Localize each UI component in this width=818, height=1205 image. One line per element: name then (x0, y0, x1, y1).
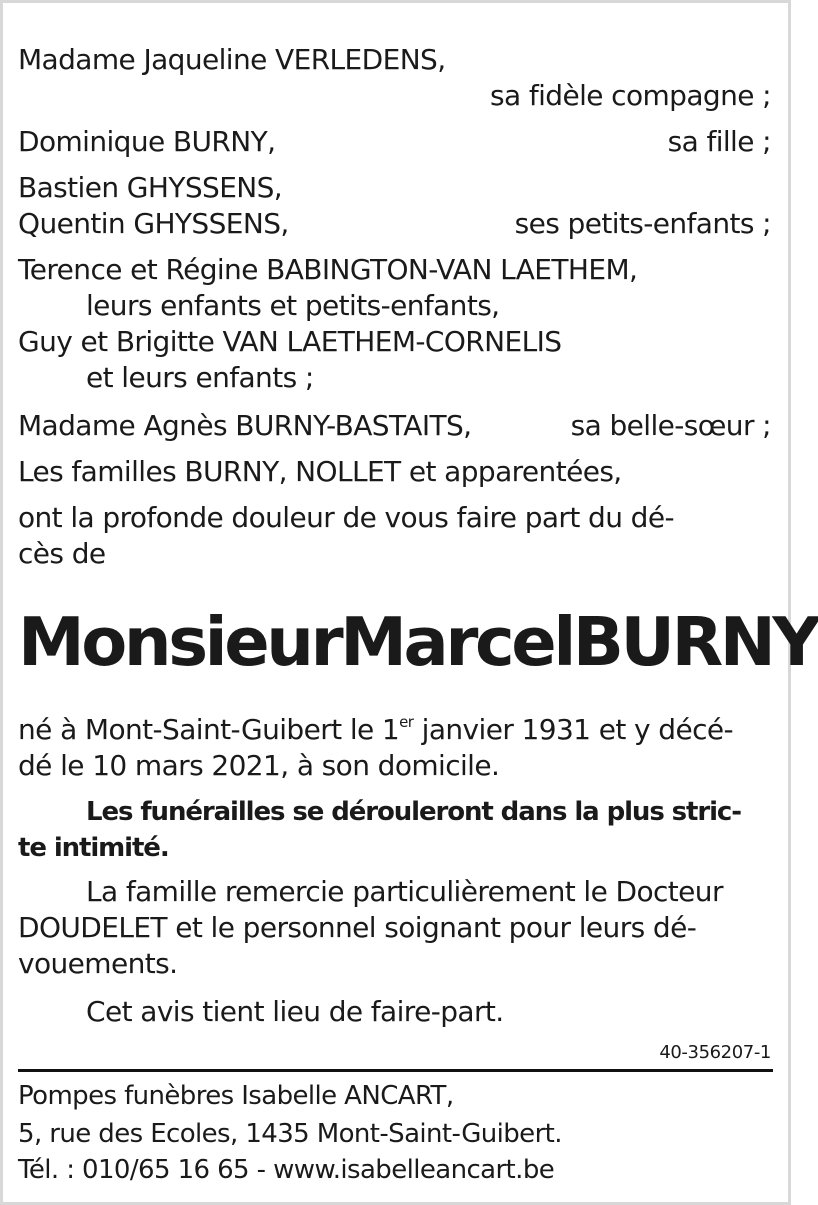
sister-in-law-line (18, 410, 771, 442)
deceased-name (18, 603, 818, 681)
divider-rule (18, 1069, 773, 1072)
relatives-2: Guy et Brigitte VAN LAETHEM-CORNELIS (18, 325, 562, 358)
funeral-line-2: te intimité. (18, 833, 169, 863)
relatives-2-sub: et leurs enfants ; (86, 361, 314, 394)
thanks-line-2: DOUDELET et le personnel soignant pour leurs dé- (18, 911, 697, 944)
notice-line: Cet avis tient lieu de faire-part. (86, 995, 504, 1028)
funeral-line-1: Les funérailles se dérouleront dans la plus stric- (86, 797, 741, 827)
grandchild-2-line (18, 208, 771, 240)
relatives-1: Terence et Régine BABINGTON-VAN LAETHEM, (18, 253, 638, 286)
daughter-line (18, 126, 771, 158)
birth-pre: né à Mont-Saint-Guibert le 1 (18, 713, 400, 746)
reference-number: 40-356207-1 (659, 1042, 771, 1063)
relatives-1-sub: leurs enfants et petits-enfants, (86, 289, 500, 322)
grandchildren-role: ses petits-enfants ; (514, 207, 771, 240)
birth-line (18, 714, 771, 746)
sister-in-law-name: Madame Agnès BURNY-BASTAITS, (18, 409, 472, 442)
deceased-last-name: BURNY (572, 603, 818, 681)
funeral-home-address: 5, rue des Ecoles, 1435 Mont-Saint-Guibert. (18, 1119, 562, 1149)
birth-post: janvier 1931 et y décé- (413, 713, 733, 746)
thanks-line-1: La famille remercie particulièrement le Docteur (86, 875, 723, 908)
funeral-home-name: Pompes funèbres Isabelle ANCART, (18, 1081, 454, 1111)
birth-superscript: er (399, 713, 414, 731)
grandchild-2: Quentin GHYSSENS, (18, 207, 289, 240)
announce-line-2: cès de (18, 537, 106, 570)
deceased-first-name: Marcel (340, 603, 573, 681)
companion-role: sa fidèle compagne ; (489, 79, 771, 112)
sister-in-law-role: sa belle-sœur ; (570, 409, 771, 442)
announce-line-1: ont la profonde douleur de vous faire part du dé- (18, 501, 674, 534)
daughter-name: Dominique BURNY, (18, 125, 276, 158)
deceased-title: Monsieur (18, 603, 341, 681)
thanks-line-3: vouements. (18, 947, 178, 980)
death-line: dé le 10 mars 2021, à son domicile. (18, 749, 500, 782)
daughter-role: sa fille ; (667, 125, 771, 158)
families-line: Les familles BURNY, NOLLET et apparentées, (18, 455, 622, 488)
grandchild-1: Bastien GHYSSENS, (18, 171, 283, 204)
companion-name: Madame Jaqueline VERLEDENS, (18, 43, 446, 76)
funeral-home-contact: Tél. : 010/65 16 65 - www.isabelleancart.be (18, 1155, 555, 1185)
